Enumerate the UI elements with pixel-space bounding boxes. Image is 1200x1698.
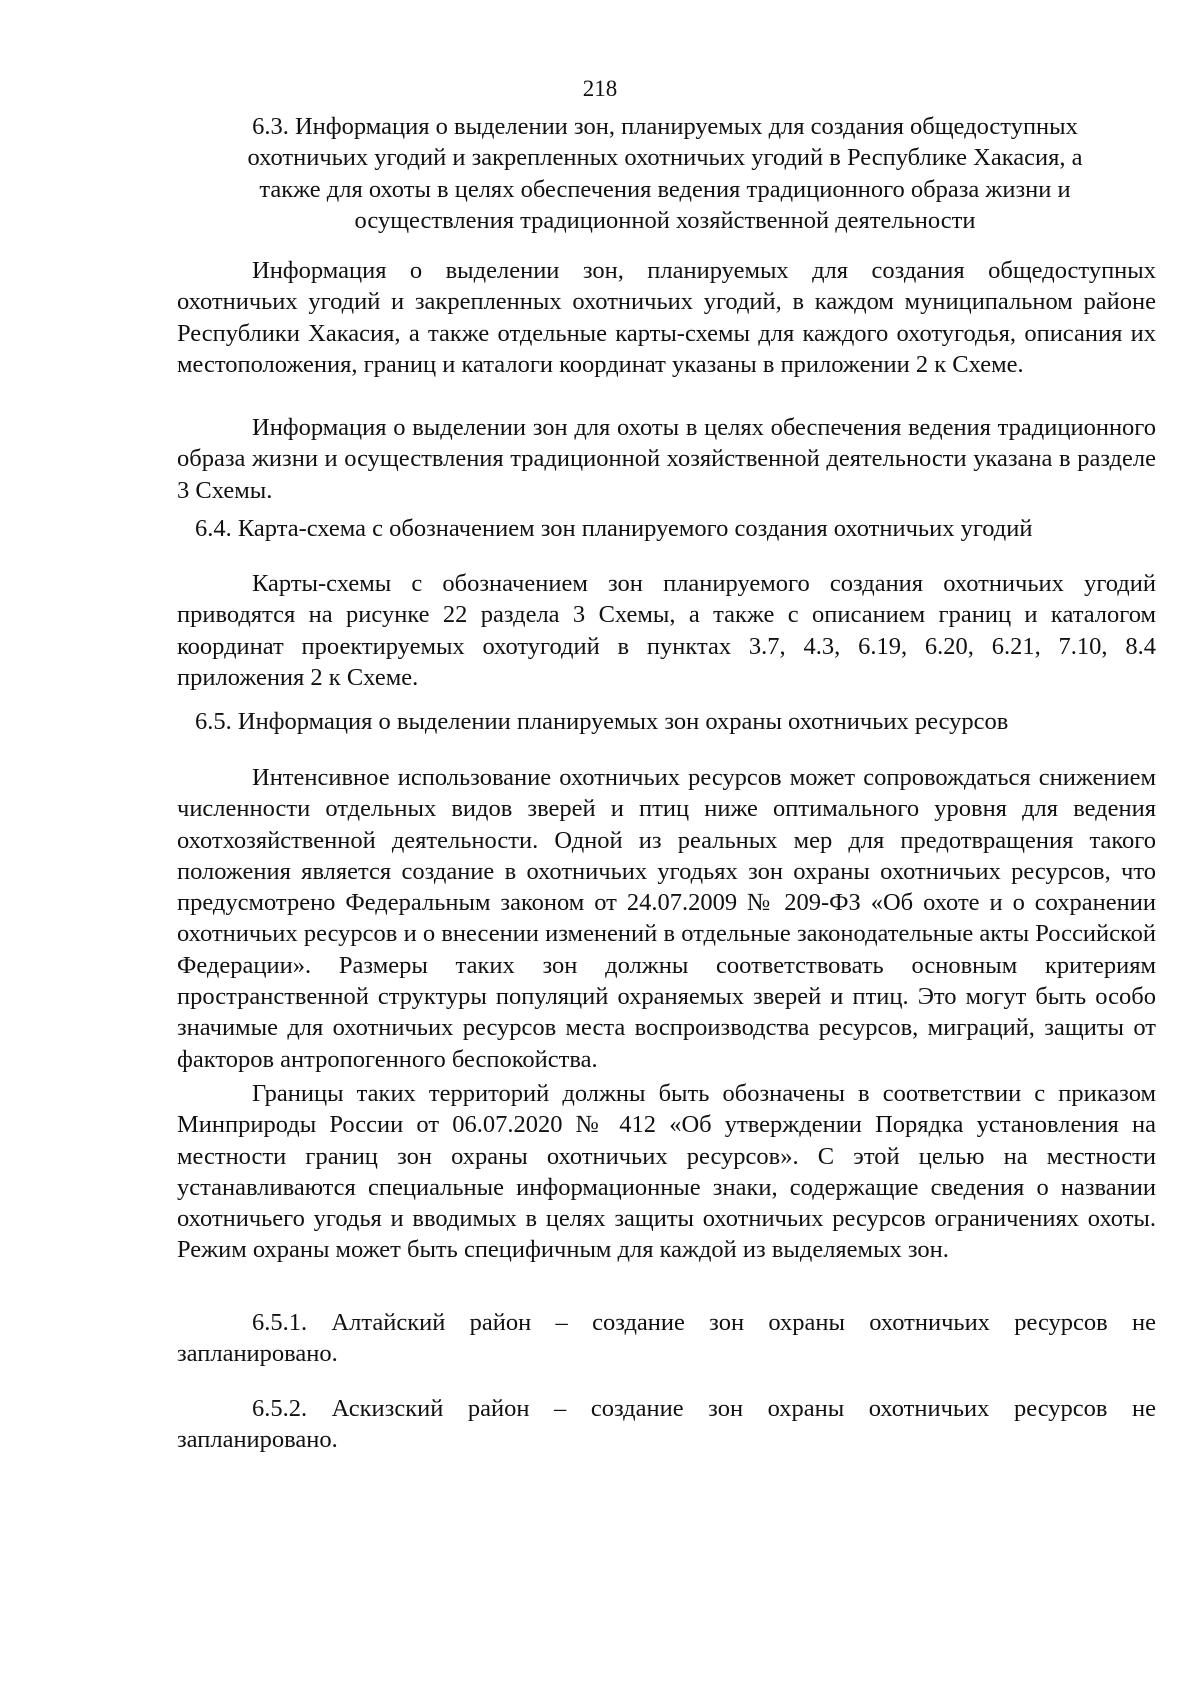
section-6-3-title-line: также для охоты в целях обеспечения ведения традиционного образа жизни и [259,175,1071,203]
section-6-3-title-line: осуществления традиционной хозяйственной деятельности [354,206,976,234]
section-6-3-title [165,111,1165,236]
section-6-5-1-item: 6.5.1. Алтайский район – создание зон охраны охотничьих ресурсов не запланировано. [177,1309,1156,1368]
section-6-3-paragraph-1: Информация о выделении зон, планируемых для создания общедоступных охотничьих угодий и закрепленных охотничьих угодий, в каждом муниципальном районе Республики Хакасия, а также отдельные карты-схемы для каждого охотугодья, описания их местоположения, границ и каталоги координат указаны в приложении 2 к Схеме. [177,257,1156,378]
section-6-3-title-line: 6.3. Информация о выделении зон, планируемых для создания общедоступных [252,113,1078,140]
section-6-5-2-item: 6.5.2. Аскизский район – создание зон охраны охотничьих ресурсов не запланировано. [177,1395,1156,1454]
section-6-3-title-line: охотничьих угодий и закрепленных охотничьих угодий в Республике Хакасия, а [247,144,1083,172]
section-6-5-paragraph-2: Границы таких территорий должны быть обозначены в соответствии с приказом Минприроды России от 06.07.2020 № 412 «Об утверждении Порядка установления на местности границ зон охраны охотничьих ресурсов». С этой целью на местности устанавливаются специальные информационные знаки, содержащие сведения о названии охотничьего угодья и вводимых в целях защиты охотничьих ресурсов ограничениях охоты. Режим охраны может быть специфичным для каждой из выделяемых зон. [177,1080,1156,1264]
section-6-4-title: 6.4. Карта-схема с обозначением зон планируемого создания охотничьих угодий [195,515,1033,542]
page-number: 218 [582,76,618,101]
section-6-4-paragraph-1: Карты-схемы с обозначением зон планируемого создания охотничьих угодий приводятся на рисунке 22 раздела 3 Схемы, а также с описанием границ и каталогом координат проектируемых охотугодий в пунктах 3.7, 4.3, 6.19, 6.20, 6.21, 7.10, 8.4 приложения 2 к Схеме. [177,570,1156,691]
section-6-5-title: 6.5. Информация о выделении планируемых зон охраны охотничьих ресурсов [195,708,1009,735]
section-6-5-paragraph-1: Интенсивное использование охотничьих ресурсов может сопровождаться снижением численности отдельных видов зверей и птиц ниже оптимального уровня для ведения охотхозяйственной деятельности. Одной из реальных мер для предотвращения такого положения является создание в охотничьих угодьях зон охраны охотничьих ресурсов, что предусмотрено Федеральным законом от 24.07.2009 № 209-ФЗ «Об охоте и о сохранении охотничьих ресурсов и о внесении изменений в отдельные законодательные акты Российской Федерации». Размеры таких зон должны соответствовать основным критериям пространственной структуры популяций охраняемых зверей и птиц. Это могут быть особо значимые для охотничьих ресурсов места воспроизводства ресурсов, миграций, защиты от факторов антропогенного беспокойства. [177,764,1156,1073]
section-6-3-paragraph-2: Информация о выделении зон для охоты в целях обеспечения ведения традиционного образа жизни и осуществления традиционной хозяйственной деятельности указана в разделе 3 Схемы. [177,414,1156,504]
